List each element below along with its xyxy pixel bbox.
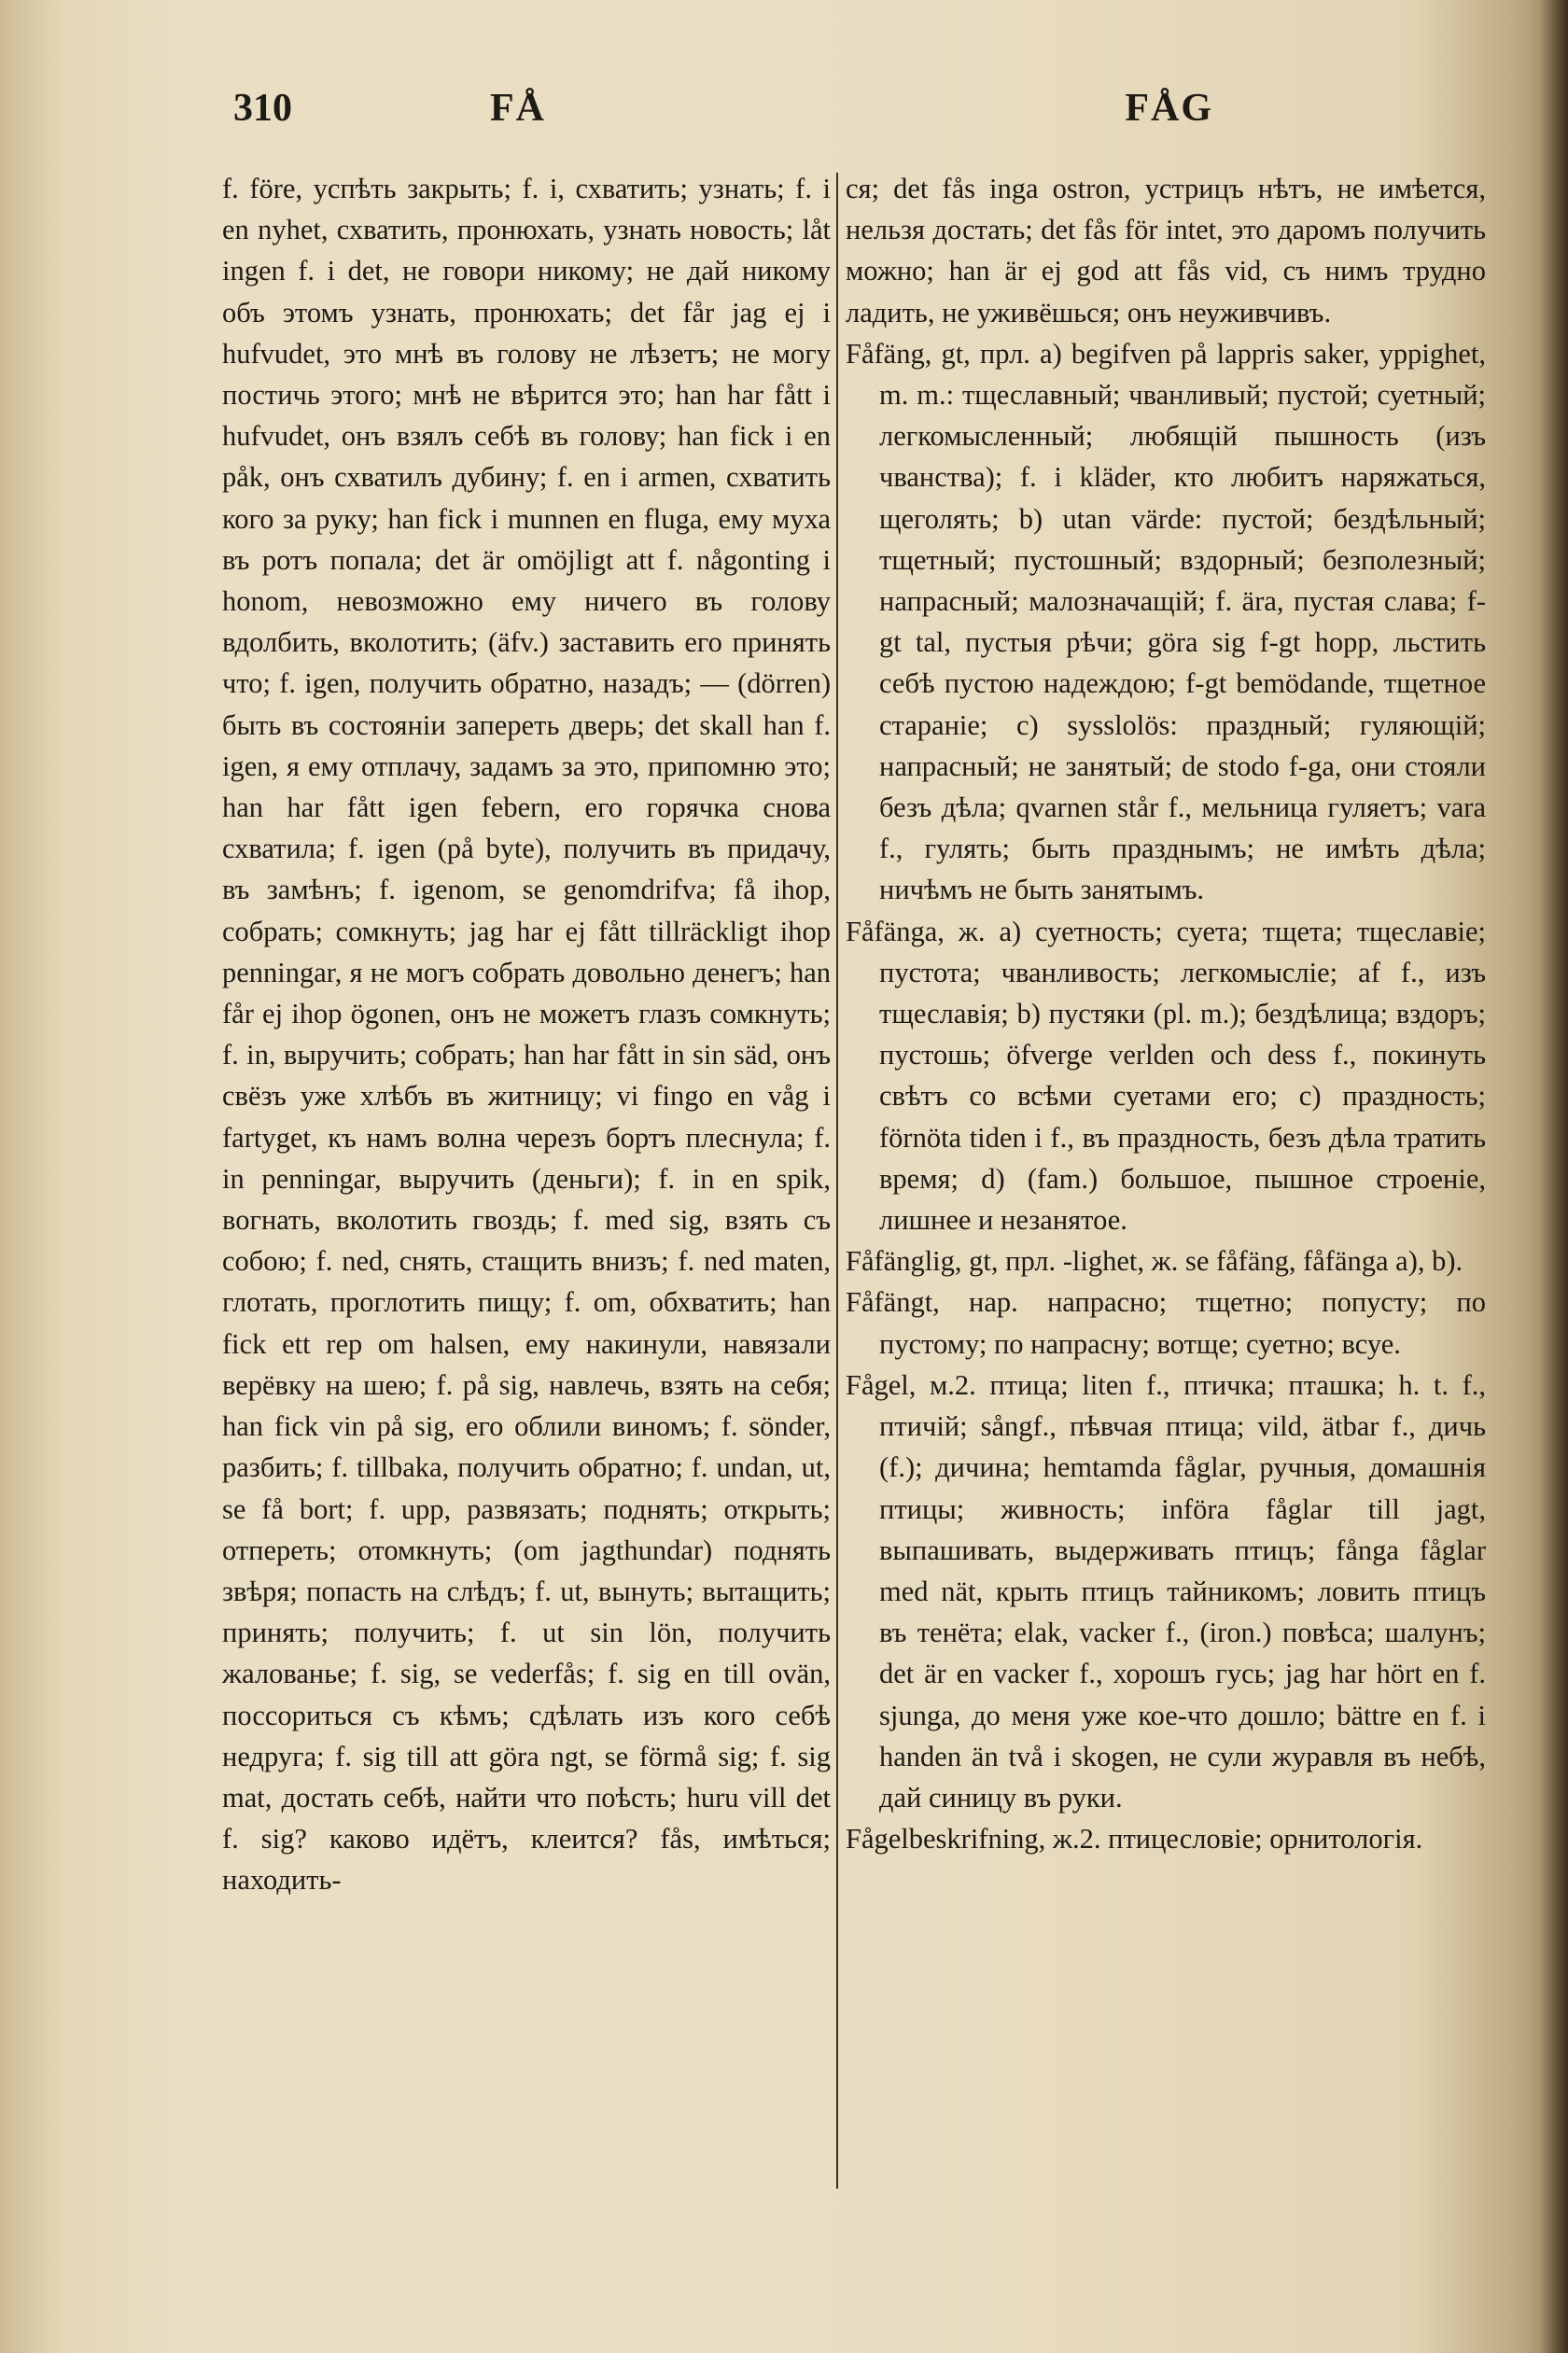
entry-fafanga: Fåfänga, ж. a) суетность; суета; тщета; тщеславіе; пустота; чванливость; легкомысліе; af f., изъ тщеславія; b) пустяки (pl. m.); бездѣлица; вздоръ; пустошь; öfverge verlden och dess f., покинуть свѣтъ со всѣми суетами его; c) праздность; förnöta tiden i f., въ праздность, безъ дѣла тратить время; d) (fam.) большое, пышное строеніе, лишнее и незанятое.: [846, 915, 1486, 1237]
page-header: [233, 86, 1213, 142]
right-guide-word: FÅG: [1125, 87, 1213, 130]
entry-fafang: Fåfäng, gt, прл. a) begifven på lappris saker, yppighet, m. m.: тщеславный; чванливый; пустой; суетный; легкомысленный; любящій пышность (изъ чванства); f. i kläder, кто любитъ наряжаться, щеголять; b) utan värde: пустой; бездѣльный; тщетный; пустошный; вздорный; безполезный; напрасный; малозначащій; f. ära, пустая слава; f-gt tal, пустыя рѣчи; göra sig f-gt hopp, льстить себѣ пустою надеждою; f-gt bemödande, тщетное стараніе; c) sysslolös: праздный; гуляющій; напрасный; не занятый; de stodo f-ga, они стояли безъ дѣла; qvarnen står f., мельница гуляетъ; vara f., гулять; быть празднымъ; не имѣть дѣла; ничѣмъ не быть занятымъ.: [846, 337, 1486, 906]
left-column-text: f. före, успѣть закрыть; f. i, схватить; узнать; f. i en nyhet, схватить, пронюхать, узнать новость; låt ingen f. i det, не говори никому; не дай никому объ этомъ узнать, пронюхать; det får jag ej i hufvudet, это мнѣ въ голову не лѣзетъ; не могу постичь этого; мнѣ не вѣрится это; han har fått i hufvudet, онъ взялъ себѣ въ голову; han fick i en påk, онъ схватилъ дубину; f. en i armen, схватить кого за руку; han fick i munnen en fluga, ему муха въ ротъ попала; det är omöjligt att f. någonting i honom, невозможно ему ничего въ голову вдолбить, вколотить; (äfv.) заставить его принять что; f. igen, получить обратно, назадъ; — (dörren) быть въ состояніи запереть дверь; det skall han f. igen, я ему отплачу, задамъ за это, припомню это; han har fått igen febern, его горячка снова схватила; f. igen (på byte), получить въ придачу, въ замѣнъ; f. igenom, se genomdrifva; få ihop, собрать; сомкнуть; jag har ej fått tillräckligt ihop penningar, я не могъ собрать довольно денегъ; han får ej ihop ögonen, онъ не можетъ глазъ сомкнуть; f. in, выручить; собрать; han har fått in sin säd, онъ свёзъ уже хлѣбъ въ житницу; vi fingo en våg i fartyget, къ намъ волна черезъ бортъ плеснула; f. in penningar, выручить (деньги); f. in en spik, вогнать, вколотить гвоздь; f. med sig, взять съ собою; f. ned, снять, стащить внизъ; f. ned maten, глотать, проглотить пищу; f. om, обхватить; han fick ett rep om halsen, ему накинули, навязали верёвку на шею; f. på sig, навлечь, взять на себя; han fick vin på sig, его облили виномъ; f. sönder, разбить; f. tillbaka, получить обратно; f. undan, ut, se få bort; f. upp, развязать; поднять; открыть; отпереть; отомкнуть; (om jagthundar) поднять звѣря; попасть на слѣдъ; f. ut, вынуть; вытащить; принять; получить; f. ut sin lön, получить жалованье; f. sig, se vederfås; f. sig en till ovän, поссориться съ кѣмъ; сдѣлать изъ кого себѣ недруга; f. sig till att göra ngt, se förmå sig; f. sig mat, достать себѣ, найти что поѣсть; huru vill det f. sig? каково идётъ, клеится? fås, имѣться; находить-: [222, 173, 831, 1897]
left-guide-word: FÅ: [490, 87, 546, 130]
entry-fagelbeskrifning: Fågelbeskrifning, ж.2. птицесловіе; орнитологія.: [846, 1823, 1423, 1856]
book-spine-shadow: [1540, 0, 1568, 2353]
column-divider: [836, 173, 838, 2189]
entry-fafanglig: Fåfänglig, gt, прл. -lighet, ж. se fåfäng, fåfänga a), b).: [846, 1245, 1463, 1278]
left-column: [222, 168, 831, 1901]
entry-fagel: Fågel, м.2. птица; liten f., птичка; пташка; h. t. f., птичій; sångf., пѣвчая птица; vild, ätbar f., дичь (f.); дичина; hemtamda fåglar, ручныя, домашнія птицы; живность; införa fåglar till jagt, выпашивать, выдерживать птицъ; fånga fåglar med nät, крыть птицъ тайникомъ; ловить птицъ въ тенёта; elak, vacker f., (iron.) повѣса; шалунъ; det är en vacker f., хорошъ гусь; jag har hört en f. sjunga, до меня уже кое-что дошло; bättre en f. i handen än två i skogen, не сули журавля въ небѣ, дай синицу въ руки.: [846, 1368, 1486, 1814]
page-number: 310: [233, 87, 292, 130]
entry-fafangt: Fåfängt, нар. напрасно; тщетно; попусту; по пустому; по напрасну; вотще; суетно; всуе.: [846, 1286, 1486, 1360]
right-column: [846, 168, 1486, 1859]
entry-continuation: ся; det fås inga ostron, устрицъ нѣтъ, не имѣется, нельзя достать; det fås för intet, это даромъ получить можно; han är ej god att fås vid, съ нимъ трудно ладить, не уживёшься; онъ неуживчивъ.: [846, 173, 1486, 329]
